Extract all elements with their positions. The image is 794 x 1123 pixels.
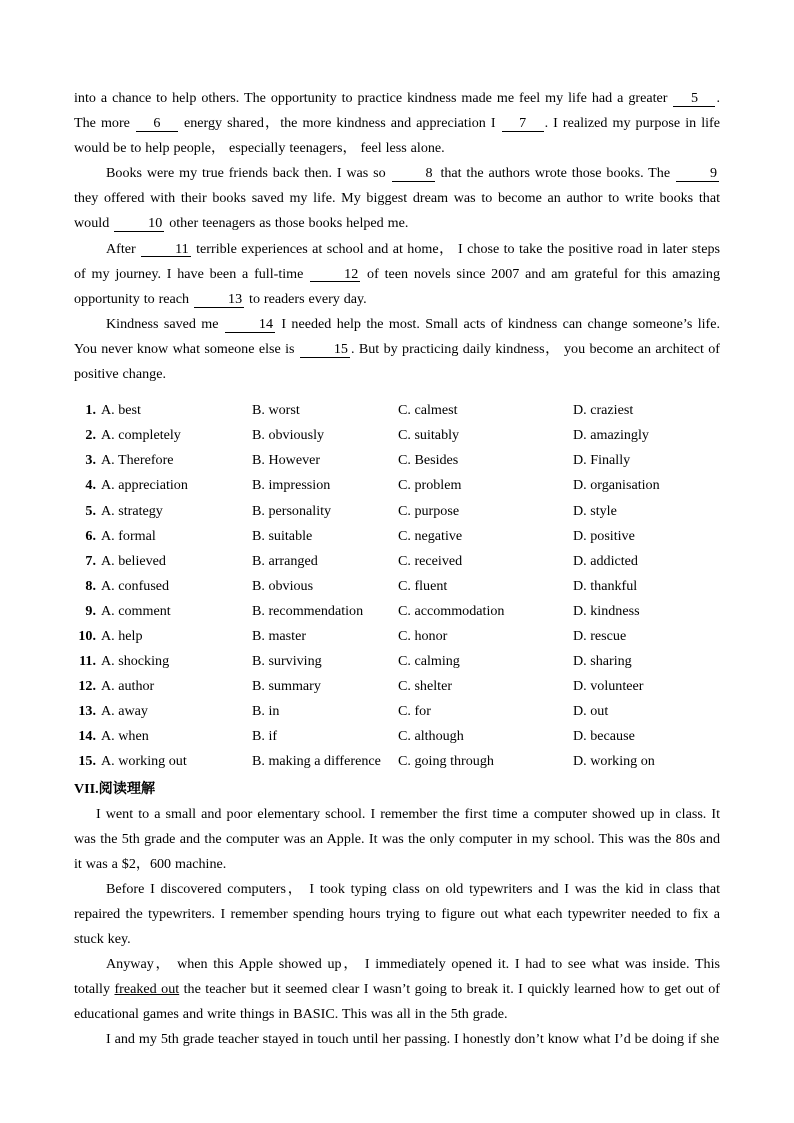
reading_section-paragraph	[74, 877, 720, 952]
option-a[interactable]: A. help	[101, 627, 143, 644]
answer-blank-5[interactable]: 5	[673, 91, 715, 107]
option-a[interactable]: A. comment	[101, 602, 171, 619]
option-a[interactable]: A. confused	[101, 577, 170, 594]
option-b[interactable]: B. in	[252, 703, 280, 720]
paragraph-text: energy shared，the more kindness and appreciation I	[178, 115, 501, 132]
paragraph-text: Before I discovered computers， I took typing class on old typewriters and I was the kid in class that repaired the typewriters. I remember spending hours trying to figure out what each typewriter needed to fix a stuck key.	[74, 880, 720, 948]
option-a[interactable]: A. Therefore	[101, 452, 174, 469]
answer-blank-12[interactable]: 12	[310, 267, 360, 283]
paragraph-text: . I realized my purpose in life would be to help people， especially teenagers， feel less alone.	[74, 115, 720, 157]
option-b[interactable]: B. summary	[252, 678, 321, 695]
paragraph-text: terrible experiences at school and at home， I chose to take the positive road in later steps of my journey. I have been a full-time	[74, 240, 720, 282]
question-number: 14.	[78, 728, 96, 745]
paragraph-text: Anyway， when this Apple showed up， I immediately opened it. I had to see what was inside. This totally	[74, 956, 720, 998]
option-d[interactable]: D. out	[573, 703, 609, 720]
question-row	[74, 499, 720, 524]
answer-blank-7[interactable]: 7	[502, 116, 544, 132]
option-d[interactable]: D. Finally	[573, 452, 631, 469]
option-d[interactable]: D. sharing	[573, 653, 632, 670]
option-b[interactable]: B. making a difference	[252, 753, 381, 770]
option-d[interactable]: D. rescue	[573, 627, 627, 644]
option-b[interactable]: B. impression	[252, 477, 331, 494]
question-row	[74, 524, 720, 549]
question-number: 2.	[85, 427, 96, 444]
option-d[interactable]: D. thankful	[573, 577, 638, 594]
cloze_passage-paragraph	[74, 237, 720, 312]
question-row	[74, 624, 720, 649]
option-d[interactable]: D. style	[573, 502, 617, 519]
option-a[interactable]: A. shocking	[101, 653, 170, 670]
question-row	[74, 473, 720, 498]
paragraph-text: they offered with their books saved my life. My biggest dream was to become an author to write books that would	[74, 190, 720, 232]
reading_section-paragraph	[74, 1027, 720, 1052]
paragraph-text: other teenagers as those books helped me.	[165, 215, 409, 232]
option-a[interactable]: A. away	[101, 703, 148, 720]
option-b[interactable]: B. worst	[252, 402, 300, 419]
question-number: 11.	[79, 653, 96, 670]
question-number: 5.	[85, 502, 96, 519]
cloze_passage-paragraph	[74, 86, 720, 161]
answer-blank-13[interactable]: 13	[194, 292, 244, 308]
cloze-passage	[74, 86, 720, 387]
question-number: 9.	[85, 602, 96, 619]
option-d[interactable]: D. amazingly	[573, 427, 649, 444]
paragraph-text: to readers every day.	[245, 290, 367, 307]
option-a[interactable]: A. completely	[101, 427, 181, 444]
option-b[interactable]: B. obviously	[252, 427, 325, 444]
answer-blank-6[interactable]: 6	[136, 116, 178, 132]
reading_section-paragraph	[74, 802, 720, 877]
option-d[interactable]: D. because	[573, 728, 635, 745]
reading-passage	[74, 802, 720, 1053]
paragraph-text: of teen novels since 2007 and am grateful for this amazing opportunity to reach	[74, 265, 720, 307]
option-c[interactable]: C. honor	[398, 627, 448, 644]
question-row	[74, 724, 720, 749]
option-c[interactable]: C. for	[398, 703, 431, 720]
question-row	[74, 398, 720, 423]
paragraph-text: I needed help the most. Small acts of kindness can change someone’s life. You never know what someone else is	[74, 315, 720, 357]
option-d[interactable]: D. craziest	[573, 402, 634, 419]
option-c[interactable]: C. suitably	[398, 427, 460, 444]
option-a[interactable]: A. author	[101, 678, 155, 695]
option-c[interactable]: C. fluent	[398, 577, 448, 594]
option-b[interactable]: B. if	[252, 728, 278, 745]
cloze_passage-paragraph	[74, 161, 720, 236]
option-c[interactable]: C. calming	[398, 653, 460, 670]
option-c[interactable]: C. negative	[398, 527, 463, 544]
option-c[interactable]: C. going through	[398, 753, 494, 770]
answer-blank-14[interactable]: 14	[225, 317, 275, 333]
answer-blank-9[interactable]: 9	[676, 166, 719, 182]
question-number: 7.	[85, 552, 96, 569]
answer-options-list	[74, 398, 720, 774]
option-c[interactable]: C. received	[398, 552, 463, 569]
question-number: 12.	[78, 678, 96, 695]
option-c[interactable]: C. calmest	[398, 402, 458, 419]
option-d[interactable]: D. volunteer	[573, 678, 644, 695]
answer-blank-10[interactable]: 10	[114, 216, 164, 232]
question-number: 1.	[85, 402, 96, 419]
underlined-phrase: freaked out	[114, 981, 180, 998]
question-row	[74, 574, 720, 599]
question-row	[74, 649, 720, 674]
option-d[interactable]: D. positive	[573, 527, 635, 544]
question-number: 3.	[85, 452, 96, 469]
section-heading-reading: VII.阅读理解	[74, 780, 156, 797]
paragraph-text: the teacher but it seemed clear I wasn’t going to break it. I quickly learned how to get out of educational games and write things in BASIC. This was all in the 5th grade.	[74, 981, 720, 1023]
option-d[interactable]: D. kindness	[573, 602, 640, 619]
question-row	[74, 448, 720, 473]
answer-blank-11[interactable]: 11	[141, 242, 191, 258]
paragraph-text: into a chance to help others. The opportunity to practice kindness made me feel my life had a greater	[74, 90, 673, 106]
question-row	[74, 599, 720, 624]
question-number: 6.	[85, 527, 96, 544]
option-d[interactable]: D. addicted	[573, 552, 638, 569]
paragraph-text: . The more	[74, 90, 720, 132]
option-b[interactable]: B. personality	[252, 502, 332, 519]
option-b[interactable]: B. arranged	[252, 552, 318, 569]
option-c[interactable]: C. shelter	[398, 678, 453, 695]
option-a[interactable]: A. appreciation	[101, 477, 188, 494]
option-b[interactable]: B. obvious	[252, 577, 314, 594]
paragraph-text: After	[106, 240, 141, 257]
option-a[interactable]: A. believed	[101, 552, 166, 569]
option-d[interactable]: D. working on	[573, 753, 655, 770]
paragraph-text: Kindness saved me	[106, 315, 224, 332]
option-a[interactable]: A. formal	[101, 527, 156, 544]
option-b[interactable]: B. suitable	[252, 527, 313, 544]
cloze_passage-paragraph	[74, 312, 720, 387]
paragraph-text: I and my 5th grade teacher stayed in touch until her passing. I honestly don’t know what I’d be doing if she	[106, 1031, 720, 1048]
option-b[interactable]: B. surviving	[252, 653, 322, 670]
page-content	[74, 86, 720, 1053]
question-number: 15.	[78, 753, 96, 770]
question-number: 8.	[85, 577, 96, 594]
paragraph-text: I went to a small and poor elementary school. I remember the first time a computer showed up in class. It was the 5th grade and the computer was an Apple. It was the only computer in my school. This was the 80s and it was a $2，600 machine.	[74, 805, 720, 872]
paragraph-text: . But by practicing daily kindness， you become an architect of positive change.	[74, 340, 720, 383]
option-d[interactable]: D. organisation	[573, 477, 660, 494]
option-c[interactable]: C. problem	[398, 477, 462, 494]
paragraph-text: Books were my true friends back then. I was so	[106, 165, 391, 182]
option-a[interactable]: A. best	[101, 402, 141, 419]
answer-blank-15[interactable]: 15	[300, 342, 350, 358]
option-c[interactable]: C. Besides	[398, 452, 459, 469]
question-row	[74, 699, 720, 724]
option-a[interactable]: A. when	[101, 728, 149, 745]
option-c[interactable]: C. although	[398, 728, 464, 745]
question-row	[74, 549, 720, 574]
answer-blank-8[interactable]: 8	[392, 166, 435, 182]
option-b[interactable]: B. However	[252, 452, 321, 469]
option-a[interactable]: A. working out	[101, 753, 187, 770]
question-row	[74, 674, 720, 699]
question-row	[74, 749, 720, 774]
paragraph-text: that the authors wrote those books. The	[435, 165, 675, 182]
option-a[interactable]: A. strategy	[101, 502, 163, 519]
option-c[interactable]: C. purpose	[398, 502, 460, 519]
question-number: 13.	[78, 703, 96, 720]
option-c[interactable]: C. accommodation	[398, 602, 505, 619]
question-row	[74, 423, 720, 448]
option-b[interactable]: B. recommendation	[252, 602, 364, 619]
question-number: 10.	[78, 627, 96, 644]
option-b[interactable]: B. master	[252, 627, 307, 644]
reading_section-paragraph	[74, 952, 720, 1027]
question-number: 4.	[85, 477, 96, 494]
